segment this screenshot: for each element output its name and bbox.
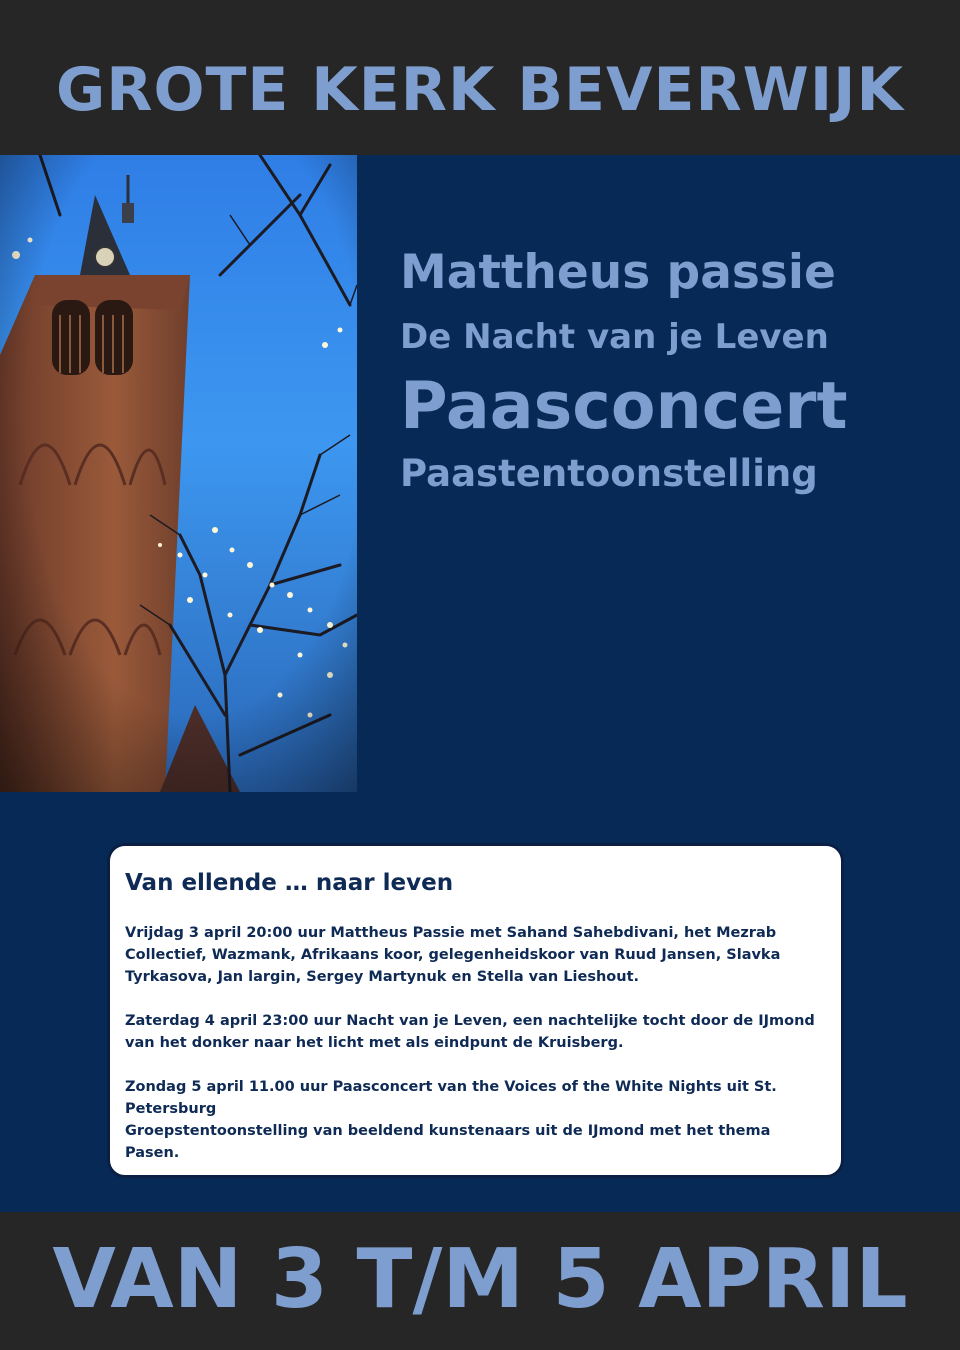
headline-paasconcert: Paasconcert [400, 369, 848, 444]
program-card [107, 843, 844, 1178]
program-saturday: Zaterdag 4 april 23:00 uur Nacht van je Leven, een nachtelijke tocht door de IJmond van het donker naar het licht met als eindpunt de Kruisberg. [125, 1013, 815, 1051]
program-sunday [125, 1076, 825, 1164]
program-sunday-exhibition: Groepstentoonstelling van beeldend kunstenaars uit de IJmond met het thema Pasen. [125, 1123, 771, 1161]
headline-mattheus-passie: Mattheus passie [400, 245, 836, 300]
headline-paastentoonstelling: Paastentoonstelling [400, 452, 818, 495]
program-friday: Vrijdag 3 april 20:00 uur Mattheus Passie met Sahand Sahebdivani, het Mezrab Collectief, Wazmank, Afrikaans koor, gelegenheidskoor van Ruud Jansen, Slavka Tyrkasova, Jan largin, Sergey Martynuk en Stella van Lieshout. [125, 925, 781, 985]
event-headlines [400, 240, 940, 498]
church-tower-photo [0, 155, 357, 792]
program-sunday-concert: Zondag 5 april 11.00 uur Paasconcert van the Voices of the White Nights uit St. Petersburg [125, 1079, 777, 1117]
headline-nacht-van-je-leven: De Nacht van je Leven [400, 317, 829, 357]
program-heading: Van ellende … naar leven [125, 870, 454, 896]
date-range: VAN 3 T/M 5 APRIL [52, 1232, 908, 1327]
page-title: GROTE KERK BEVERWIJK [56, 55, 904, 125]
